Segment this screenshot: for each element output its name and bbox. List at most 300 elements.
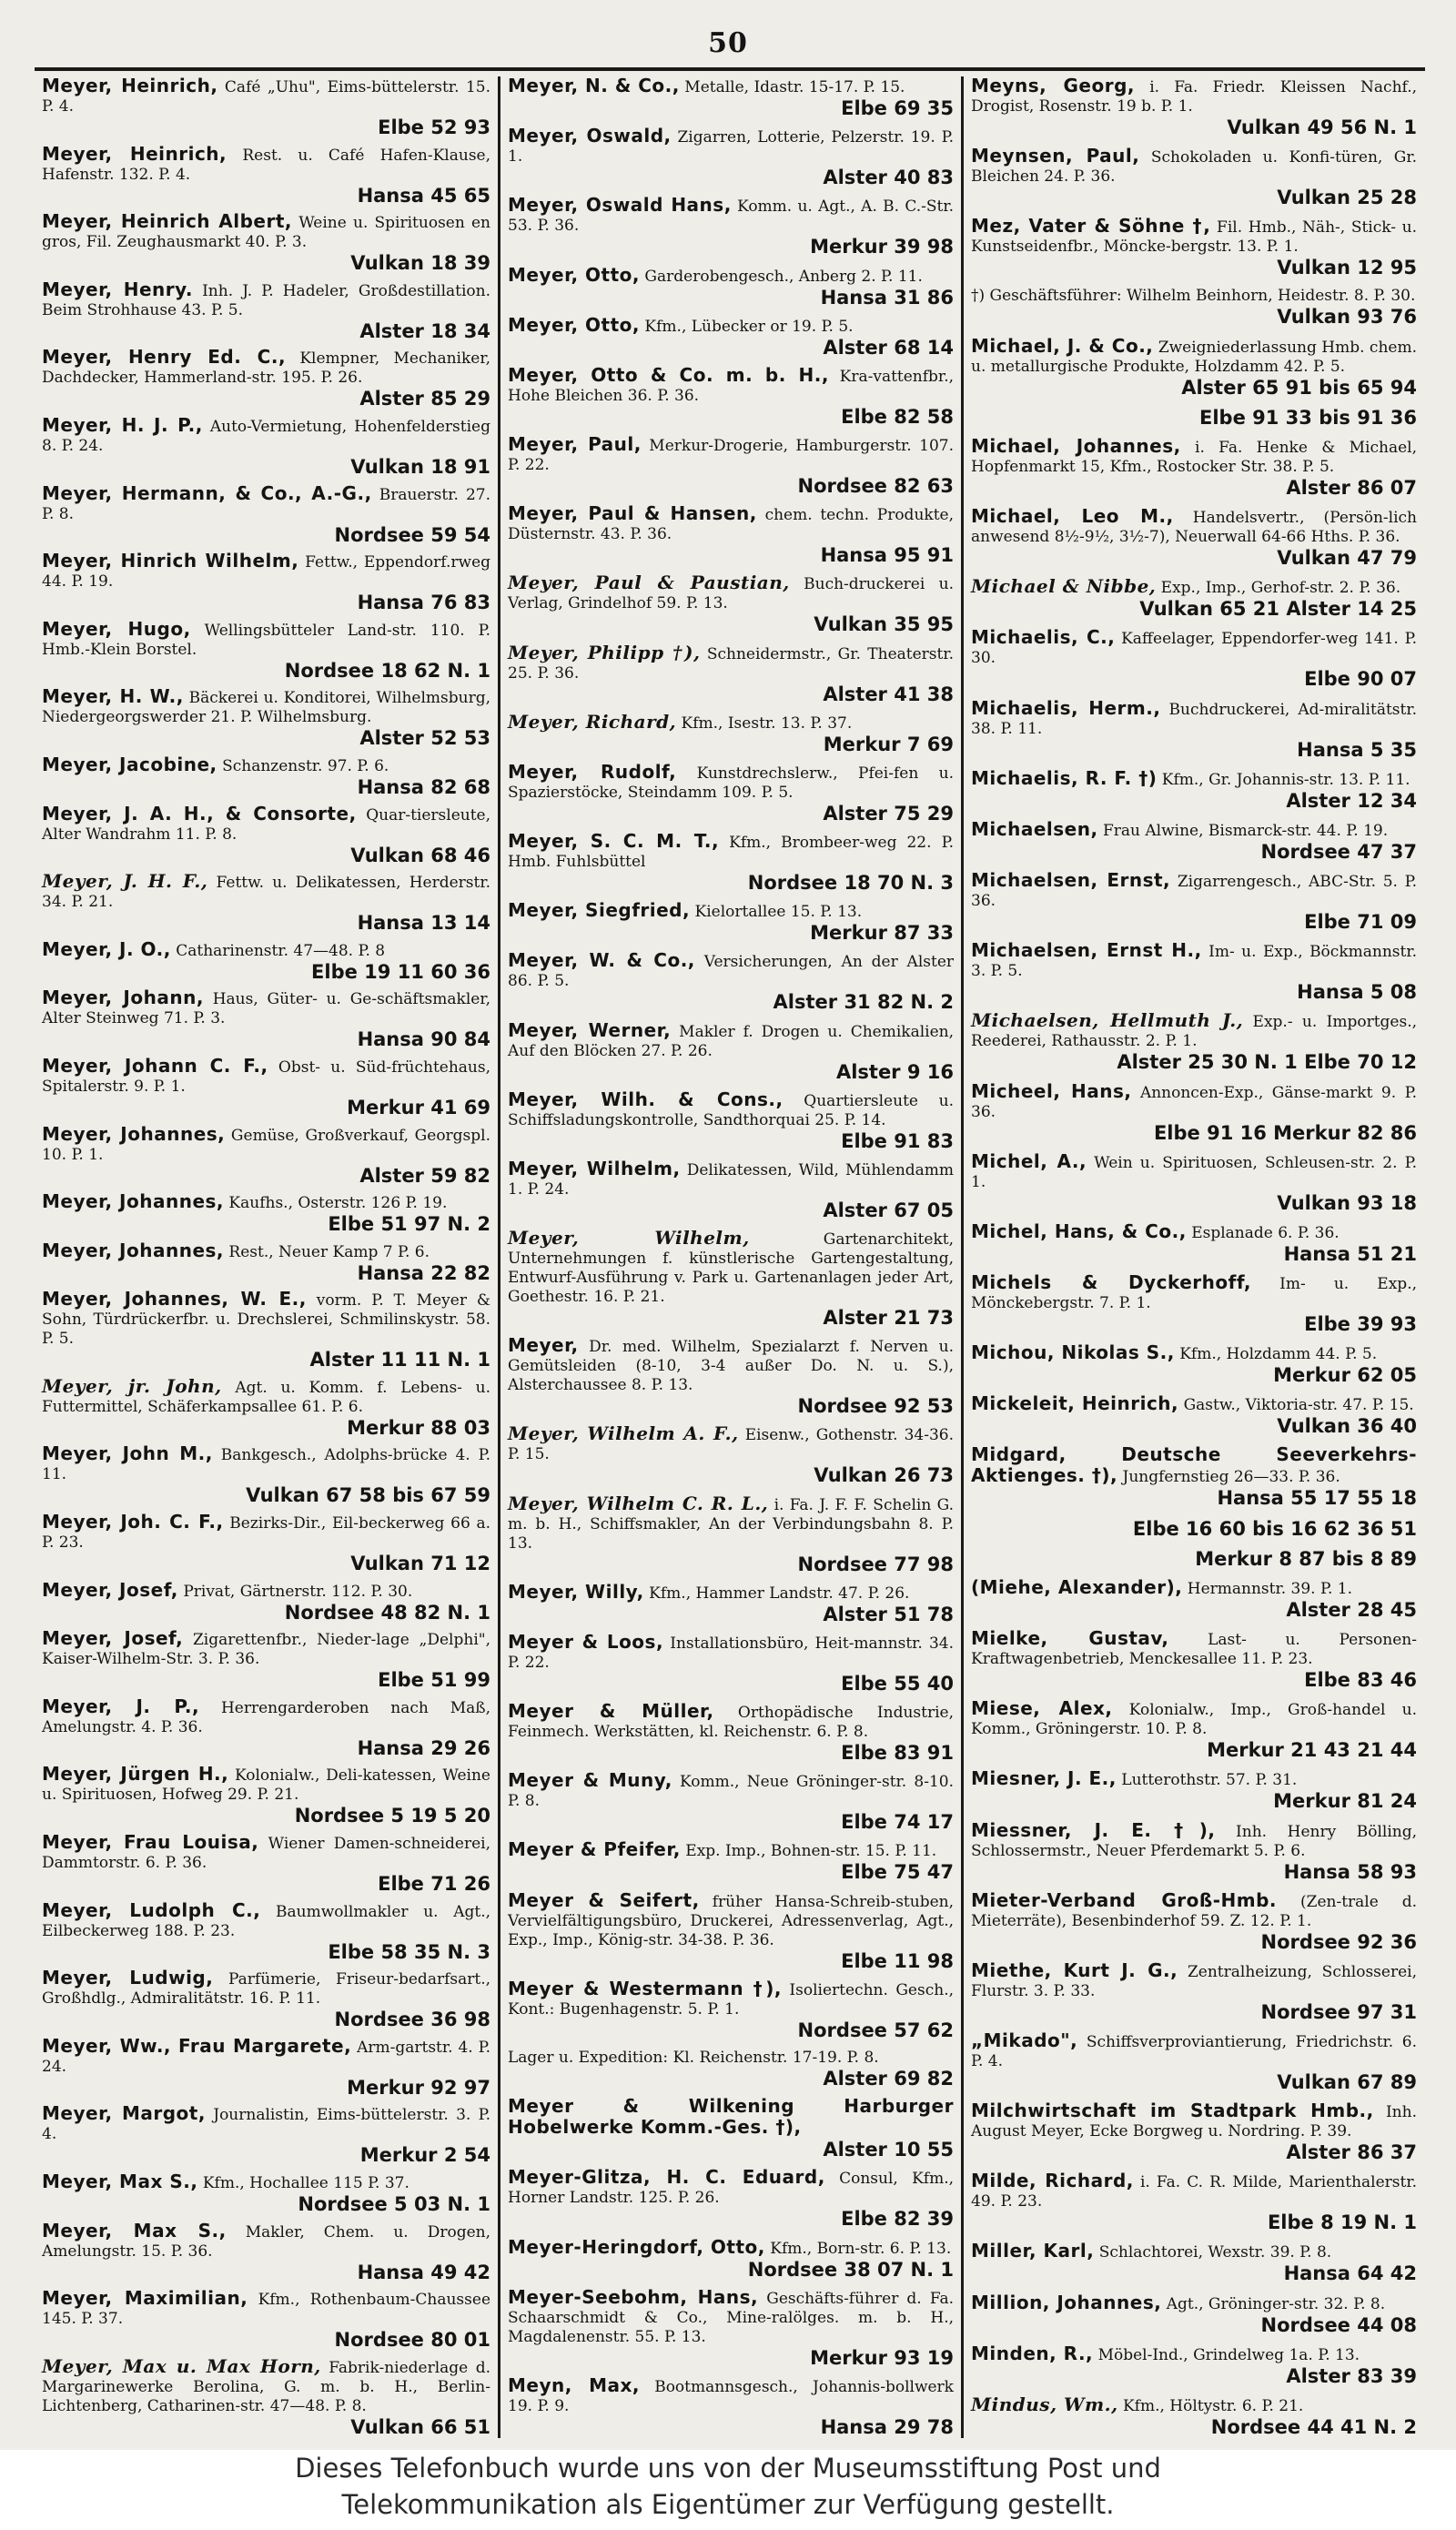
directory-entry <box>42 142 491 207</box>
entry-detail: Fettw., Eppendorf.rweg 44. P. 19. <box>42 553 491 592</box>
entry-name: Mieter-Verband Groß-Hmb. <box>971 1888 1278 1911</box>
columns <box>35 76 1425 2438</box>
entry-name: Meyer, Johannes, <box>42 1122 226 1145</box>
entry-phone: Vulkan 18 39 <box>350 252 490 275</box>
entry-detail: Fettw. u. Delikatessen, Herderstr. 34. P. 21. <box>42 874 490 912</box>
entry-detail: Gemüse, Großverkauf, Georgspl. 10. P. 1. <box>42 1126 491 1164</box>
entry-phone: Merkur 87 33 <box>810 922 954 945</box>
entry-detail: Baumwollmakler u. Agt., Eilbeckerweg 188. P. 23. <box>42 1902 490 1940</box>
entry-name: Miller, Karl, <box>971 2240 1095 2262</box>
entry-name: Meyer, Josef, <box>42 1627 184 1650</box>
entry-detail: Kielortallee 15. P. 13. <box>694 903 863 922</box>
entry-detail: Gartenarchitekt, Unternehmungen f. künstlerische Gartengestaltung, Entwurf-Ausführung v. Park u. Gartenanlagen jeder Art, Goethestr. 16. P. 21. <box>508 1230 955 1307</box>
directory-entry <box>971 1699 1417 1761</box>
entry-phone: Vulkan 66 51 <box>350 2415 490 2438</box>
entry-name: Meyer, Hermann, & Co., A.-G., <box>42 481 372 504</box>
directory-entry <box>508 2049 954 2090</box>
entry-detail: Inh. J. P. Hadeler, Großdestillation. Beim Strohhause 43. P. 5. <box>42 281 491 319</box>
entry-phone: Alster 75 29 <box>823 802 954 825</box>
directory-entry <box>971 628 1417 690</box>
entry-detail: Last- u. Personen-Kraftwagenbetrieb, Menckesallee 11. P. 23. <box>971 1631 1417 1669</box>
directory-entry <box>42 2172 490 2215</box>
entry-name: Meyer, J. H. F., <box>42 870 208 893</box>
directory-entry <box>42 802 491 866</box>
entry-name: Meyer, Paul & Paustian, <box>508 572 790 594</box>
entry-phone: Nordsee 57 62 <box>797 2019 954 2041</box>
directory-entry <box>508 363 954 428</box>
entry-name: Michael, Johannes, <box>971 434 1181 457</box>
entry-detail: Weine u. Spirituosen en gros, Fil. Zeughausmarkt 40. P. 3. <box>42 214 490 252</box>
entry-detail: Komm., Neue Gröninger-str. 8-10. P. 8. <box>508 1773 954 1811</box>
entry-detail: chem. techn. Produkte, Düsternstr. 43. P. 36. <box>508 506 954 544</box>
entry-name: Meyer, Johann, <box>42 987 204 1009</box>
entry-name: Meyer, Jacobine, <box>42 753 217 775</box>
entry-phone: Elbe 83 46 <box>1304 1669 1417 1692</box>
entry-name: Meyer, Oswald Hans, <box>508 194 732 217</box>
entry-detail: Agt. u. Komm. f. Lebens- u. Futtermittel, Schäferkampsallee 61. P. 6. <box>42 1378 490 1416</box>
entry-name: Mielke, Gustav, <box>971 1627 1169 1650</box>
entry-phone: Alster 51 78 <box>823 1603 954 1625</box>
entry-phone: Elbe 71 09 <box>1304 911 1417 934</box>
entry-detail: Merkur-Drogerie, Hamburgerstr. 107. P. 22. <box>508 437 954 475</box>
entry-detail: Bootmannsgesch., Johannis-bollwerk 19. P. 9. <box>508 2377 954 2415</box>
entry-phone: Alster 65 91 bis 65 94 <box>1181 376 1417 399</box>
directory-entry <box>971 1575 1417 1621</box>
entry-detail: Exp. Imp., Bohnen-str. 15. P. 11. <box>685 1842 937 1861</box>
entry-phone: Alster 12 34 <box>1286 789 1417 812</box>
entry-phone: Hansa 45 65 <box>357 184 490 207</box>
entry-detail: Arm-gartstr. 4. P. 24. <box>42 2038 491 2076</box>
entry-detail: Lutterothstr. 57. P. 31. <box>1121 1771 1298 1790</box>
directory-entry <box>971 1518 1417 1540</box>
directory-entry <box>42 280 490 342</box>
directory-entry <box>508 1090 954 1152</box>
entry-phone: Alster 41 38 <box>823 683 954 705</box>
entry-detail: Kfm., Rothenbaum-Chaussee 145. P. 37. <box>42 2291 490 2329</box>
directory-entry <box>971 1958 1417 2023</box>
entry-phone: Vulkan 93 18 <box>1277 1191 1417 1214</box>
entry-detail: Delikatessen, Wild, Mühlendamm 1. P. 24. <box>508 1160 955 1199</box>
entry-name: Michels & Dyckerhoff, <box>971 1270 1252 1293</box>
entry-phone: Merkur 8 87 bis 8 89 <box>1195 1547 1417 1570</box>
entry-name: Meyer, Johannes, <box>42 1239 225 1261</box>
entry-detail: Exp.- u. Importges., Reederei, Rathausstr. 2. P. 1. <box>971 1013 1418 1051</box>
entry-detail: †) Geschäftsführer: Wilhelm Beinhorn, Heidestr. 8. P. 30. <box>971 287 1416 306</box>
entry-detail: Privat, Gärtnerstr. 112. P. 30. <box>183 1582 413 1601</box>
entry-detail: Zigarrengesch., ABC-Str. 5. P. 36. <box>971 873 1418 911</box>
entry-name: Michaelis, C., <box>971 626 1116 649</box>
entry-phone: Elbe 69 35 <box>841 97 954 119</box>
entry-detail: Makler f. Drogen u. Chemikalien, Auf den Blöcken 27. P. 26. <box>508 1022 955 1060</box>
entry-phone: Alster 86 07 <box>1286 476 1417 499</box>
entry-detail: Rest. u. Café Hafen-Klause, Hafenstr. 132. P. 4. <box>42 146 491 184</box>
directory-entry <box>42 1290 490 1371</box>
entry-phone: Vulkan 25 28 <box>1277 187 1417 209</box>
entry-name: Michael & Nibbe, <box>971 575 1157 598</box>
entry-detail: Esplanade 6. P. 36. <box>1191 1223 1340 1242</box>
entry-name: Meyer, Jürgen H., <box>42 1763 229 1786</box>
directory-entry <box>971 1343 1417 1386</box>
entry-name: Meyer, Paul & Hansen, <box>508 502 757 525</box>
entry-phone: Alster 25 30 N. 1 Elbe 70 12 <box>1117 1051 1417 1074</box>
entry-phone: Hansa 49 42 <box>357 2261 490 2283</box>
entry-phone: Nordsee 80 01 <box>334 2329 490 2352</box>
directory-entry <box>508 1580 954 1625</box>
entry-detail: Fabrik-niederlage d. Margarinewerke Berolina, G. m. b. H., Berlin-Lichtenberg, Catharinen-str. 47—48. P. 8. <box>42 2358 490 2415</box>
directory-entry <box>42 1697 490 1759</box>
directory-entry <box>508 313 954 359</box>
entry-name: Meyer & Pfeifer, <box>508 1838 681 1861</box>
entry-name: Meyer, Philipp †), <box>508 641 701 663</box>
entry-name: Meyer & Loos, <box>508 1630 664 1653</box>
entry-phone: Nordsee 18 62 N. 1 <box>284 659 490 682</box>
entry-name: Michaelsen, <box>971 817 1098 840</box>
entry-detail: Fil. Hmb., Näh-, Stick- u. Kunstseidenfbr., Möncke-bergstr. 13. P. 1. <box>971 218 1417 257</box>
directory-entry <box>971 1270 1417 1335</box>
column-2 <box>498 76 961 2438</box>
entry-phone: Vulkan 35 95 <box>814 613 954 636</box>
entry-phone: Elbe 55 40 <box>841 1672 954 1695</box>
entry-phone: Hansa 22 82 <box>357 1261 490 1284</box>
entry-detail: Parfümerie, Friseur-bedarfsart., Großhdlg., Admiralitätstr. 16. P. 11. <box>42 1970 490 2009</box>
entry-detail: Schiffsverproviantierung, Friedrichstr. 6. P. 4. <box>971 2033 1418 2070</box>
directory-entry <box>508 1229 954 1329</box>
directory-entry <box>971 1769 1417 1812</box>
entry-detail: Inh. Henry Bölling, Schlossermstr., Neuer Pferdemarkt 5. P. 6. <box>971 1822 1418 1860</box>
directory-entry <box>971 1219 1417 1265</box>
entry-name: Meyer, Johann C. F., <box>42 1054 268 1077</box>
entry-name: Meyer, Ww., Frau Margarete, <box>42 2034 352 2057</box>
directory-entry <box>508 2373 954 2438</box>
entry-detail: Wellingsbütteler Land-str. 110. P. Hmb.-Klein Borstel. <box>42 621 491 659</box>
entry-phone: Hansa 58 93 <box>1283 1860 1417 1883</box>
entry-detail: Schanzenstr. 97. P. 6. <box>222 756 389 775</box>
entry-name: Meyer, Ludwig, <box>42 1967 214 1989</box>
entry-detail: i. Fa. C. R. Milde, Marienthalerstr. 49. P. 23. <box>971 2173 1417 2211</box>
entry-name: Meyer, Oswald, <box>508 125 672 147</box>
entry-phone: Merkur 2 54 <box>359 2144 490 2167</box>
entry-name: Mez, Vater & Söhne †, <box>971 215 1211 238</box>
entry-detail: Kfm., Isestr. 13. P. 37. <box>681 713 853 733</box>
footer-notice <box>0 2450 1456 2530</box>
entry-name: Meyer, H. J. P., <box>42 413 203 436</box>
entry-phone: Hansa 64 42 <box>1283 2262 1417 2285</box>
entry-name: Miesner, J. E., <box>971 1767 1117 1790</box>
entry-name: Milde, Richard, <box>971 2170 1134 2192</box>
directory-entry <box>508 951 954 1013</box>
entry-name: Meyer, Wilhelm A. F., <box>508 1422 739 1445</box>
entry-detail: Wiener Damen-schneiderei, Dammtorstr. 6. P. 36. <box>42 1835 491 1873</box>
directory-entry <box>971 1629 1417 1691</box>
directory-entry <box>971 334 1417 399</box>
entry-phone: Vulkan 67 58 bis 67 59 <box>246 1484 490 1507</box>
directory-entry <box>508 1702 954 1764</box>
entry-name: Meyer, Heinrich Albert, <box>42 210 293 233</box>
directory-entry <box>508 1336 954 1417</box>
entry-phone: Alster 18 34 <box>359 319 490 342</box>
entry-detail: Versicherungen, An der Alster 86. P. 5. <box>508 953 955 991</box>
directory-entry <box>42 1192 490 1235</box>
entry-name: Mickeleit, Heinrich, <box>971 1392 1179 1415</box>
entry-detail: vorm. P. T. Meyer & Sohn, Türdrückerfbr. u. Drechslerei, Schmilinskystr. 58. P. 5. <box>42 1291 490 1349</box>
entry-phone: Elbe 8 19 N. 1 <box>1267 2211 1417 2234</box>
entry-phone: Nordsee 97 31 <box>1260 2000 1417 2023</box>
entry-detail: Kolonialw., Imp., Groß-handel u. Komm., Gröningerstr. 10. P. 8. <box>971 1701 1418 1739</box>
directory-entry <box>508 573 954 635</box>
directory-entry <box>971 2031 1417 2093</box>
directory-entry <box>971 1394 1417 1437</box>
entry-detail: Buch-druckerei u. Verlag, Grindelhof 59. P. 13. <box>508 575 954 613</box>
directory-entry <box>971 507 1417 569</box>
entry-detail: (Zen-trale d. Mieterräte), Besenbinderhof 59. Z. 12. P. 1. <box>971 1892 1418 1930</box>
directory-entry <box>971 147 1417 208</box>
entry-detail: früher Hansa-Schreib-stuben, Vervielfältigungsbüro, Druckerei, Adressenverlag, Agt., Exp., Imp., König-str. 34-38. P. 36. <box>508 1892 954 1949</box>
directory-entry <box>508 643 954 705</box>
entry-detail: Quar-tiersleute, Alter Wandrahm 11. P. 8. <box>42 805 491 844</box>
directory-entry <box>508 1840 954 1883</box>
column-3 <box>961 76 1424 2438</box>
entry-name: Meyer, H. W., <box>42 685 184 708</box>
entry-phone: Hansa 82 68 <box>357 775 490 798</box>
entry-name: Meyer-Heringdorf, Otto, <box>508 2235 765 2258</box>
entry-name: Meyer, Margot, <box>42 2102 206 2125</box>
directory-entry <box>42 1241 490 1284</box>
page-number: 50 <box>708 27 748 59</box>
entry-phone: Vulkan 65 21 Alster 14 25 <box>1139 598 1417 621</box>
entry-phone: Merkur 21 43 21 44 <box>1207 1739 1417 1762</box>
entry-name: Michael, J. & Co., <box>971 334 1154 357</box>
entry-name: Meyer, Josef, <box>42 1578 178 1601</box>
entry-phone: Nordsee 18 70 N. 3 <box>747 872 954 895</box>
entry-phone: Alster 69 82 <box>823 2067 954 2090</box>
entry-name: Michaelis, R. F. †) <box>971 766 1158 789</box>
entry-phone: Nordsee 5 19 5 20 <box>294 1805 490 1827</box>
entry-phone: Hansa 5 08 <box>1297 981 1417 1004</box>
entry-detail: Makler, Chem. u. Drogen, Amelungstr. 15. P. 36. <box>42 2222 490 2261</box>
entry-name: Michel, A., <box>971 1149 1087 1172</box>
entry-phone: Elbe 19 11 60 36 <box>311 960 490 983</box>
entry-name: Meyer, Otto & Co. m. b. H., <box>508 363 829 386</box>
entry-phone: Hansa 51 21 <box>1283 1242 1417 1265</box>
entry-phone: Alster 59 82 <box>359 1164 490 1187</box>
directory-entry <box>42 687 490 749</box>
entry-phone: Elbe 16 60 bis 16 62 36 51 <box>1132 1517 1417 1540</box>
entry-phone: Hansa 29 78 <box>820 2415 954 2438</box>
entry-detail: Kra-vattenfbr., Hohe Bleichen 36. P. 36. <box>508 367 954 405</box>
entry-phone: Alster 10 55 <box>823 2139 954 2161</box>
entry-name: Meyer, Otto, <box>508 313 641 336</box>
directory-entry <box>42 76 490 138</box>
directory-entry <box>42 348 490 410</box>
entry-detail: Buchdruckerei, Ad-miralitätstr. 38. P. 11. <box>971 700 1418 738</box>
entry-name: Michael, Leo M., <box>971 505 1174 528</box>
directory-entry <box>42 2221 490 2283</box>
entry-detail: Geschäfts-führer d. Fa. Schaarschmidt & Co., Mine-ralölges. m. b. H., Magdalenenstr. 55. P. 13. <box>508 2289 954 2346</box>
directory-entry <box>42 1578 490 1624</box>
entry-phone: Vulkan 12 95 <box>1277 257 1417 279</box>
entry-phone: Alster 83 39 <box>1286 2364 1417 2387</box>
entry-name: Michel, Hans, & Co., <box>971 1219 1187 1242</box>
entry-name: Meyer, Paul, <box>508 433 642 456</box>
directory-entry <box>42 988 490 1050</box>
entry-phone: Elbe 75 47 <box>841 1861 954 1884</box>
entry-detail: Kfm., Höltystr. 6. P. 21. <box>1122 2396 1304 2415</box>
entry-name: Meyer, Johannes, <box>42 1190 225 1213</box>
entry-phone: Nordsee 44 41 N. 2 <box>1210 2415 1417 2438</box>
directory-entry <box>42 1765 490 1827</box>
directory-entry <box>508 1424 954 1486</box>
entry-name: Meyer, <box>508 1334 579 1357</box>
entry-phone: Hansa 90 84 <box>357 1028 490 1051</box>
entry-phone: Elbe 82 58 <box>841 405 954 428</box>
entry-detail: Handelsvertr., (Persön-lich anwesend 8½-9½, 3½-7), Neuerwall 64-66 Hths. P. 36. <box>971 509 1417 547</box>
entry-detail: Installationsbüro, Heit-mannstr. 34. P. 22. <box>508 1634 955 1672</box>
entry-detail: Eisenw., Gothenstr. 34-36. P. 15. <box>508 1426 955 1464</box>
entry-phone: Alster 11 11 N. 1 <box>309 1349 490 1371</box>
directory-entry <box>42 2034 491 2099</box>
entry-phone: Elbe 91 83 <box>841 1129 954 1152</box>
entry-name: Meyer, J. P., <box>42 1695 200 1717</box>
entry-phone: Alster 85 29 <box>359 388 490 410</box>
entry-name: Meyer, Heinrich, <box>42 76 218 96</box>
entry-detail: Herrengarderoben nach Maß, Amelungstr. 4. P. 36. <box>42 1698 490 1736</box>
entry-name: Meyer, Wilhelm, <box>508 1227 750 1250</box>
entry-name: Meyer, W. & Co., <box>508 949 695 972</box>
entry-name: Meyer, Henry Ed. C., <box>42 346 287 369</box>
entry-detail: i. Fa. Friedr. Kleissen Nachf., Drogist, Rosenstr. 19 b. P. 1. <box>971 78 1418 116</box>
entry-phone: Vulkan 68 46 <box>350 844 490 866</box>
entry-phone: Nordsee 36 98 <box>334 2009 490 2031</box>
directory-entry <box>42 2354 490 2438</box>
directory-entry <box>971 2242 1417 2284</box>
directory-entry <box>42 2104 490 2166</box>
entry-name: Miethe, Kurt J. G., <box>971 1958 1178 1981</box>
entry-detail: Inh. August Meyer, Ecke Borgweg u. Nordring. P. 39. <box>971 2103 1417 2141</box>
directory-entry <box>508 263 954 309</box>
entry-name: Meyn, Max, <box>508 2373 640 2396</box>
entry-name: Meyer, S. C. M. T., <box>508 830 720 853</box>
entry-detail: Kfm., Brombeer-weg 22. P. Hmb. Fuhlsbüttel <box>508 834 954 872</box>
entry-detail: Hermannstr. 39. P. 1. <box>1187 1579 1352 1598</box>
entry-phone: Elbe 51 99 <box>378 1669 490 1692</box>
directory-entry <box>42 1122 491 1187</box>
entry-detail: Annoncen-Exp., Gänse-markt 9. P. 36. <box>971 1083 1418 1121</box>
entry-phone: Nordsee 82 63 <box>797 475 954 498</box>
entry-detail: Catharinenstr. 47—48. P. 8 <box>176 941 386 960</box>
entry-name: Meyer, Joh. C. F., <box>42 1511 224 1533</box>
directory-entry <box>42 552 490 613</box>
entry-phone: Merkur 7 69 <box>823 733 954 755</box>
entry-name: Meyer, Hugo, <box>42 617 191 640</box>
entry-name: Michaelsen, Ernst, <box>971 869 1171 892</box>
directory-entry <box>42 937 490 983</box>
directory-entry <box>971 2395 1417 2438</box>
entry-detail: Zigarettenfbr., Nieder-lage „Delphi", Kaiser-Wilhelm-Str. 3. P. 36. <box>42 1631 490 1669</box>
entry-phone: Nordsee 48 82 N. 1 <box>284 1601 490 1624</box>
entry-detail: Im- u. Exp., Mönckebergstr. 7. P. 1. <box>971 1274 1417 1312</box>
entry-phone: Alster 31 82 N. 2 <box>773 991 954 1014</box>
directory-entry <box>971 941 1417 1003</box>
directory-entry <box>508 832 954 894</box>
directory-entry <box>508 1018 955 1083</box>
entry-name: Meyer & Westermann †), <box>508 1977 782 1999</box>
directory-entry <box>508 504 954 566</box>
entry-name: Meyer, Siegfried, <box>508 899 691 922</box>
directory-entry <box>42 617 491 682</box>
entry-phone: Vulkan 67 89 <box>1277 2071 1417 2093</box>
directory-entry <box>971 577 1417 620</box>
entry-phone: Vulkan 71 12 <box>350 1553 490 1575</box>
entry-name: Meyer, Wilhelm C. R. L., <box>508 1492 769 1514</box>
entry-name: Michaelsen, Ernst H., <box>971 939 1202 962</box>
footer-line-1: Dieses Telefonbuch wurde uns von der Museumsstiftung Post und <box>295 2453 1161 2484</box>
entry-phone: Merkur 41 69 <box>347 1096 490 1118</box>
entry-detail: Jungfernstieg 26—33. P. 36. <box>1122 1468 1340 1487</box>
entry-phone: Elbe 39 93 <box>1304 1312 1417 1335</box>
entry-detail: Quartiersleute u. Schiffsladungskontrolle, Sandthorquai 25. P. 14. <box>508 1091 954 1129</box>
entry-detail: Schlachtorei, Wexstr. 39. P. 8. <box>1098 2243 1332 2262</box>
entry-detail: Kaufhs., Osterstr. 126 P. 19. <box>228 1194 448 1213</box>
entry-name: Meyer, John M., <box>42 1442 213 1465</box>
directory-entry <box>42 1374 490 1439</box>
directory-entry <box>971 1818 1418 1883</box>
entry-detail: i. Fa. Henke & Michael, Hopfenmarkt 15, Kfm., Rostocker Str. 38. P. 5. <box>971 438 1417 476</box>
directory-entry <box>971 1011 1417 1073</box>
entry-name: Micheel, Hans, <box>971 1079 1132 1102</box>
directory-entry <box>508 760 954 825</box>
entry-name: Meyer-Glitza, H. C. Eduard, <box>508 2166 825 2189</box>
entry-name: Meyer, Wilhelm, <box>508 1157 681 1179</box>
directory-entry <box>971 2293 1417 2336</box>
entry-phone: Alster 28 45 <box>1286 1598 1417 1621</box>
entry-detail: Lager u. Expedition: Kl. Reichenstr. 17-19. P. 8. <box>508 2048 879 2067</box>
entry-name: Meyer-Seebohm, Hans, <box>508 2285 759 2308</box>
entry-name: Meyer, Maximilian, <box>42 2287 248 2310</box>
entry-phone: Alster 68 14 <box>823 336 954 359</box>
entry-name: Meyer, jr. John, <box>42 1374 222 1397</box>
entry-name: Miese, Alex, <box>971 1697 1113 1720</box>
entry-name: Meyer, J. A. H., & Consorte, <box>42 802 357 825</box>
entry-phone: Hansa 5 35 <box>1297 738 1417 761</box>
entry-phone: Elbe 90 07 <box>1304 668 1417 691</box>
entry-name: Meyer, Max S., <box>42 2171 198 2192</box>
entry-detail: Haus, Güter- u. Ge-schäftsmakler, Alter Steinweg 71. P. 3. <box>42 990 490 1028</box>
directory-entry <box>42 2289 490 2351</box>
entry-detail: Café „Uhu", Eims-büttelerstr. 15. P. 4. <box>42 78 490 116</box>
directory-entry <box>971 871 1417 933</box>
directory-entry <box>971 2344 1417 2387</box>
entry-detail: Kfm., Gr. Johannis-str. 13. P. 11. <box>1161 770 1410 789</box>
entry-name: Meyer, Wilh. & Cons., <box>508 1088 784 1110</box>
directory-entry <box>42 1629 490 1691</box>
entry-phone: Nordsee 38 07 N. 1 <box>747 2258 954 2281</box>
entry-detail: Agt., Gröninger-str. 32. P. 8. <box>1166 2294 1386 2313</box>
entry-detail: Zentralheizung, Schlosserei, Flurstr. 3. P. 33. <box>971 1962 1417 2000</box>
entry-name: Meyer, Max u. Max Horn, <box>42 2354 321 2377</box>
entry-phone: Merkur 62 05 <box>1273 1364 1417 1387</box>
entry-phone: Merkur 88 03 <box>347 1416 490 1439</box>
entry-phone: Vulkan 18 91 <box>350 455 490 478</box>
entry-detail: Schokoladen u. Konfi-türen, Gr. Bleichen 24. P. 36. <box>971 148 1417 187</box>
entry-detail: Zweigniederlassung Hmb. chem. u. metallurgische Produkte, Holzdamm 42. P. 5. <box>971 338 1417 376</box>
entry-detail: Klempner, Mechaniker, Dachdecker, Hammerland-str. 195. P. 26. <box>42 349 490 388</box>
directory-entry <box>508 901 954 944</box>
entry-name: Meyer & Seifert, <box>508 1888 700 1911</box>
directory-entry <box>42 1833 490 1895</box>
directory-entry <box>508 1159 954 1221</box>
entry-phone: Nordsee 44 08 <box>1260 2313 1417 2336</box>
directory-entry <box>971 696 1418 761</box>
